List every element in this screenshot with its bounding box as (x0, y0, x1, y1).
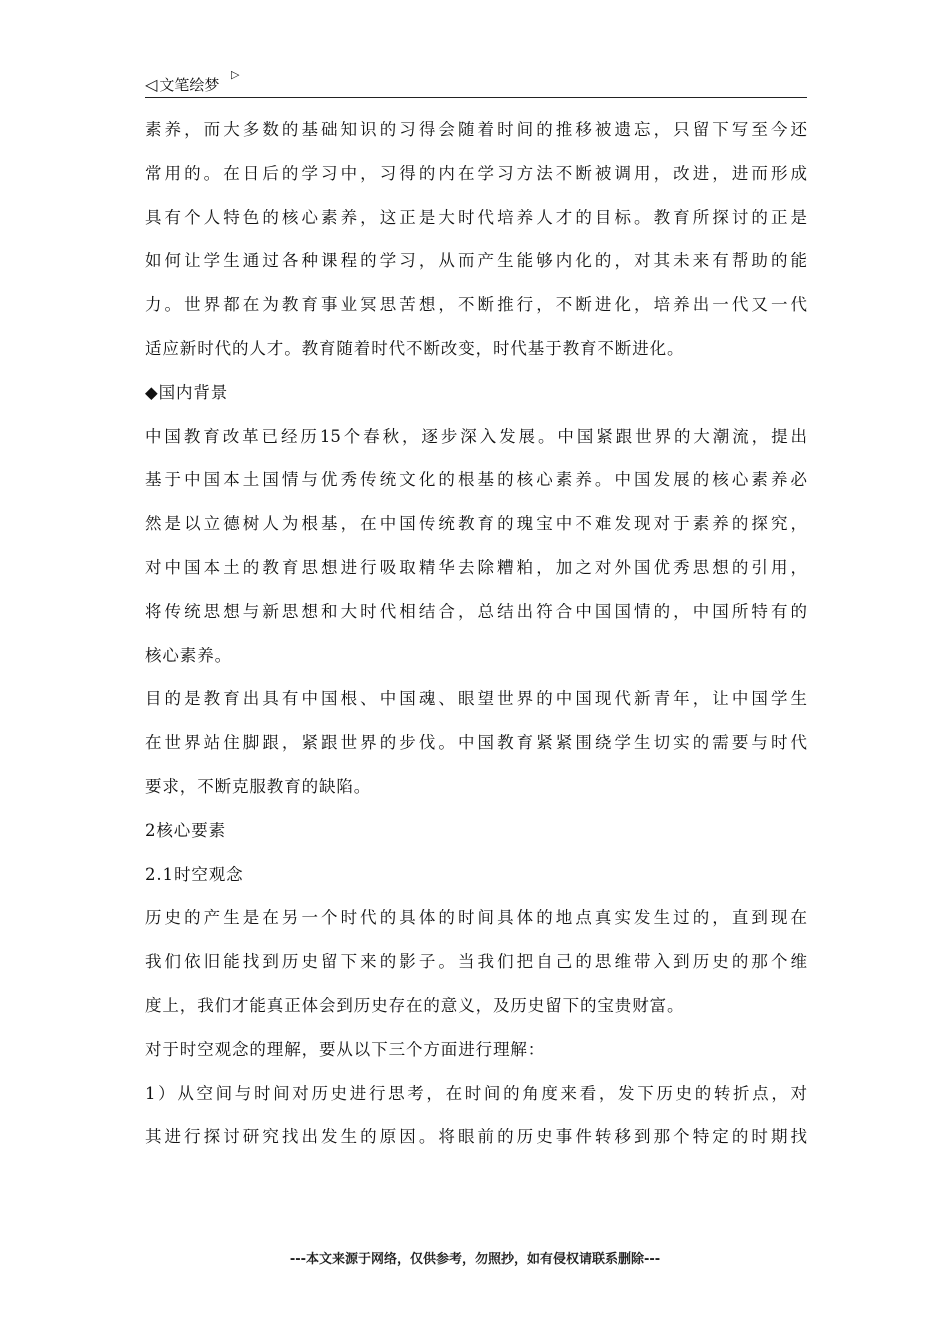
text-line: 对于时空观念的理解，要从以下三个方面进行理解： (145, 1039, 546, 1059)
text-line: 在世界站住脚跟，紧跟世界的步伐。中国教育紧紧围绕学生切实的需要与时代 (145, 733, 807, 753)
text-line: 我们依旧能找到历史留下来的影子。当我们把自己的思维带入到历史的那个维 (145, 952, 807, 972)
text-line: 中国教育改革已经历15个春秋，逐步深入发展。中国紧跟世界的大潮流，提出 (145, 426, 807, 446)
triangle-right-icon: ▷ (231, 68, 240, 81)
text-line: ◆国内背景 (145, 382, 229, 402)
document-body (145, 108, 807, 1159)
page-header (145, 70, 807, 98)
text-line: 1）从空间与时间对历史进行思考，在时间的角度来看，发下历史的转折点，对 (145, 1083, 807, 1103)
text-line: 2.1时空观念 (145, 864, 244, 884)
text-line: 其进行探讨研究找出发生的原因。将眼前的历史事件转移到那个特定的时期找 (145, 1127, 807, 1147)
text-line: 然是以立德树人为根基，在中国传统教育的瑰宝中不难发现对于素养的探究， (145, 514, 807, 534)
header-title-group (145, 74, 219, 95)
text-line: 目的是教育出具有中国根、中国魂、眼望世界的中国现代新青年，让中国学生 (145, 689, 807, 709)
text-line: 如何让学生通过各种课程的学习，从而产生能够内化的，对其未来有帮助的能 (145, 251, 807, 271)
text-line: 适应新时代的人才。教育随着时代不断改变，时代基于教育不断进化。 (145, 338, 685, 358)
text-line: 基于中国本土国情与优秀传统文化的根基的核心素养。中国发展的核心素养必 (145, 470, 807, 490)
text-line: 具有个人特色的核心素养，这正是大时代培养人才的目标。教育所探讨的正是 (145, 207, 807, 227)
text-line: 历史的产生是在另一个时代的具体的时间具体的地点真实发生过的，直到现在 (145, 908, 807, 928)
text-line: 2核心要素 (145, 820, 226, 840)
text-line: 对中国本土的教育思想进行吸取精华去除糟粕，加之对外国优秀思想的引用， (145, 557, 807, 577)
text-line: 素养，而大多数的基础知识的习得会随着时间的推移被遗忘，只留下写至今还 (145, 120, 807, 139)
text-line: 力。世界都在为教育事业冥思苦想，不断推行，不断进化，培养出一代又一代 (145, 295, 807, 315)
text-line: 度上，我们才能真正体会到历史存在的意义，及历史留下的宝贵财富。 (145, 995, 685, 1015)
footer-disclaimer: ---本文来源于网络，仅供参考，勿照抄，如有侵权请联系删除--- (289, 1252, 661, 1267)
header-title: 文笔绘梦 (159, 76, 220, 94)
triangle-left-icon: ◁ (145, 75, 158, 94)
text-line: 常用的。在日后的学习中，习得的内在学习方法不断被调用，改进，进而形成 (145, 163, 807, 183)
text-line: 核心素养。 (145, 645, 232, 665)
text-line: 要求，不断克服教育的缺陷。 (145, 776, 372, 796)
text-line: 将传统思想与新思想和大时代相结合，总结出符合中国国情的，中国所特有的 (145, 601, 807, 621)
